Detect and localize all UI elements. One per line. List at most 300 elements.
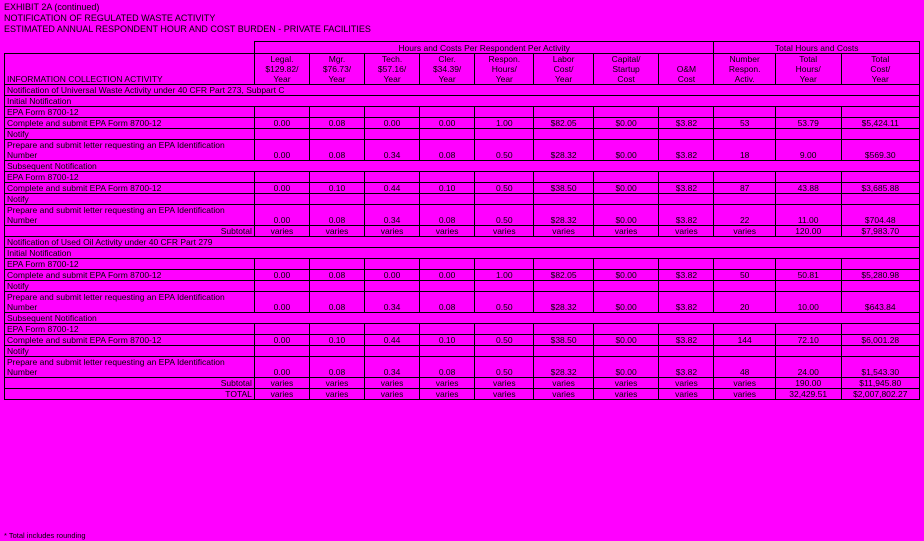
group-header-total: Total Hours and Costs	[714, 42, 920, 54]
cell-clerical	[420, 194, 475, 205]
cell-legal	[254, 324, 309, 335]
col-header-manager-l3: Year	[328, 74, 346, 84]
activity-label: Notify	[5, 194, 255, 205]
cell-technical: 0.00	[365, 270, 420, 281]
col-header-legal	[254, 54, 309, 85]
col-header-labor-cost-l2: Cost/	[553, 64, 574, 74]
cell-number-respondents: 144	[714, 335, 775, 346]
cell-legal	[254, 346, 309, 357]
cell-number-respondents	[714, 324, 775, 335]
cell-labor-cost	[534, 324, 593, 335]
col-header-number-respondents-l3: Activ.	[734, 74, 755, 84]
cell-om-cost: $3.82	[659, 118, 714, 129]
col-header-response-hours	[475, 54, 534, 85]
cell-legal: 0.00	[254, 205, 309, 226]
subsection-title-subsequent-notification-2: Subsequent Notification	[5, 313, 920, 324]
cell-capital-startup: varies	[593, 226, 659, 237]
col-header-total-hours	[775, 54, 841, 85]
cell-capital-startup: $0.00	[593, 292, 659, 313]
cell-capital-startup: $0.00	[593, 118, 659, 129]
cell-capital-startup: varies	[593, 389, 659, 400]
cell-legal: varies	[254, 389, 309, 400]
cell-response-hours: 0.50	[475, 357, 534, 378]
cell-total-hours: 10.00	[775, 292, 841, 313]
table-row	[5, 335, 920, 346]
cell-labor-cost: varies	[534, 226, 593, 237]
cell-clerical	[420, 107, 475, 118]
table-row	[5, 281, 920, 292]
cell-manager	[309, 107, 364, 118]
cell-clerical: 0.10	[420, 335, 475, 346]
cell-labor-cost	[534, 172, 593, 183]
cell-clerical	[420, 346, 475, 357]
cell-labor-cost	[534, 346, 593, 357]
table-section-row	[5, 85, 920, 96]
cell-total-hours	[775, 107, 841, 118]
activity-label: Complete and submit EPA Form 8700-12	[5, 118, 255, 129]
subtotal-label: Subtotal	[5, 226, 255, 237]
cell-total-cost: $11,945.80	[841, 378, 919, 389]
grand-total-label: TOTAL	[5, 389, 255, 400]
cell-labor-cost: $28.32	[534, 357, 593, 378]
activity-label: Notify	[5, 346, 255, 357]
table-subsection-row	[5, 161, 920, 172]
cell-total-hours: 11.00	[775, 205, 841, 226]
cell-number-respondents: varies	[714, 226, 775, 237]
cell-response-hours	[475, 324, 534, 335]
cell-number-respondents	[714, 129, 775, 140]
cell-technical: varies	[365, 378, 420, 389]
activity-label: Complete and submit EPA Form 8700-12	[5, 183, 255, 194]
cell-response-hours	[475, 346, 534, 357]
table-subsection-row	[5, 313, 920, 324]
cell-capital-startup: $0.00	[593, 183, 659, 194]
table-row	[5, 183, 920, 194]
header-line-exhibit: EXHIBIT 2A (continued)	[4, 2, 100, 12]
group-header-hours-costs: Hours and Costs Per Respondent Per Activity	[254, 42, 714, 54]
cell-legal: varies	[254, 378, 309, 389]
cell-technical: 0.34	[365, 292, 420, 313]
cell-clerical	[420, 259, 475, 270]
cell-number-respondents: 53	[714, 118, 775, 129]
cell-legal: 0.00	[254, 357, 309, 378]
cell-manager	[309, 194, 364, 205]
cell-total-hours	[775, 129, 841, 140]
cell-manager	[309, 259, 364, 270]
col-header-om-cost	[659, 54, 714, 85]
cell-clerical	[420, 129, 475, 140]
table-subsection-row	[5, 248, 920, 259]
cell-labor-cost	[534, 107, 593, 118]
cell-labor-cost: $82.05	[534, 118, 593, 129]
cell-manager: 0.08	[309, 357, 364, 378]
cell-labor-cost: $28.32	[534, 140, 593, 161]
cell-clerical	[420, 281, 475, 292]
table-row	[5, 259, 920, 270]
cell-om-cost: varies	[659, 389, 714, 400]
cell-om-cost: $3.82	[659, 140, 714, 161]
cell-response-hours	[475, 129, 534, 140]
cell-technical: 0.34	[365, 140, 420, 161]
cell-response-hours: 0.50	[475, 140, 534, 161]
cell-technical	[365, 281, 420, 292]
col-header-clerical-l1: Cler.	[438, 54, 456, 64]
table-section-row	[5, 237, 920, 248]
cell-total-hours: 120.00	[775, 226, 841, 237]
cell-om-cost	[659, 324, 714, 335]
cell-capital-startup	[593, 281, 659, 292]
cell-number-respondents: 20	[714, 292, 775, 313]
col-header-activity: INFORMATION COLLECTION ACTIVITY	[5, 54, 255, 85]
activity-label: Notify	[5, 281, 255, 292]
col-header-legal-l2: $129.82/	[265, 64, 299, 74]
col-header-clerical-l2: $34.39/	[432, 64, 462, 74]
cell-labor-cost	[534, 129, 593, 140]
activity-label: EPA Form 8700-12	[5, 324, 255, 335]
cell-legal	[254, 107, 309, 118]
table-row	[5, 205, 920, 226]
activity-label: Complete and submit EPA Form 8700-12	[5, 335, 255, 346]
cell-total-cost: $5,280.98	[841, 270, 919, 281]
cell-total-cost: $704.48	[841, 205, 919, 226]
cell-total-hours	[775, 259, 841, 270]
cell-technical: 0.44	[365, 183, 420, 194]
cell-legal	[254, 129, 309, 140]
cell-total-cost: $2,007,802.27	[841, 389, 919, 400]
cell-total-hours: 72.10	[775, 335, 841, 346]
cell-technical: 0.44	[365, 335, 420, 346]
cell-total-cost	[841, 259, 919, 270]
cell-technical	[365, 259, 420, 270]
cell-total-cost	[841, 346, 919, 357]
cell-om-cost: varies	[659, 378, 714, 389]
cell-labor-cost: $28.32	[534, 205, 593, 226]
cell-manager: 0.08	[309, 205, 364, 226]
col-header-number-respondents-l2: Respon.	[728, 64, 761, 74]
cell-total-hours: 50.81	[775, 270, 841, 281]
cell-total-hours	[775, 194, 841, 205]
table-row	[5, 292, 920, 313]
table-row	[5, 107, 920, 118]
col-header-labor-cost-l3: Year	[555, 74, 573, 84]
cell-legal: 0.00	[254, 118, 309, 129]
cell-legal: 0.00	[254, 183, 309, 194]
col-header-number-respondents	[714, 54, 775, 85]
cell-capital-startup: varies	[593, 378, 659, 389]
cell-capital-startup	[593, 324, 659, 335]
cell-manager: 0.08	[309, 270, 364, 281]
cell-number-respondents: 18	[714, 140, 775, 161]
cell-total-cost: $643.84	[841, 292, 919, 313]
cell-number-respondents	[714, 194, 775, 205]
col-header-labor-cost-l1: Labor	[552, 54, 575, 64]
cell-total-cost: $3,685.88	[841, 183, 919, 194]
cell-response-hours: varies	[475, 226, 534, 237]
cell-clerical: 0.00	[420, 270, 475, 281]
cell-manager	[309, 324, 364, 335]
cell-clerical	[420, 172, 475, 183]
cell-manager: 0.08	[309, 140, 364, 161]
cell-labor-cost: varies	[534, 389, 593, 400]
cell-manager: 0.08	[309, 118, 364, 129]
cell-clerical: 0.08	[420, 292, 475, 313]
table-row	[5, 324, 920, 335]
table-subtotal-row	[5, 378, 920, 389]
cell-manager: varies	[309, 226, 364, 237]
cell-legal: 0.00	[254, 292, 309, 313]
col-header-technical-l3: Year	[383, 74, 401, 84]
cell-capital-startup	[593, 259, 659, 270]
cell-om-cost	[659, 129, 714, 140]
cell-manager: varies	[309, 378, 364, 389]
cell-technical	[365, 107, 420, 118]
col-header-total-hours-l3: Year	[799, 74, 817, 84]
table-row	[5, 172, 920, 183]
col-header-number-respondents-l1: Number	[729, 54, 760, 64]
header-line-title: NOTIFICATION OF REGULATED WASTE ACTIVITY	[4, 13, 216, 23]
cell-legal	[254, 194, 309, 205]
table-group-header-row	[5, 42, 920, 54]
cell-labor-cost	[534, 194, 593, 205]
cell-technical: 0.34	[365, 205, 420, 226]
cell-total-cost	[841, 324, 919, 335]
activity-label: EPA Form 8700-12	[5, 107, 255, 118]
col-header-technical	[365, 54, 420, 85]
cell-manager	[309, 281, 364, 292]
col-header-legal-l1: Legal.	[270, 54, 294, 64]
cell-total-cost: $5,424.11	[841, 118, 919, 129]
cell-response-hours: varies	[475, 378, 534, 389]
cell-technical: 0.34	[365, 357, 420, 378]
cell-capital-startup	[593, 194, 659, 205]
table-column-header-row	[5, 54, 920, 85]
cell-om-cost: $3.82	[659, 205, 714, 226]
cell-response-hours	[475, 259, 534, 270]
cell-om-cost: $3.82	[659, 270, 714, 281]
cell-number-respondents: 48	[714, 357, 775, 378]
cell-total-cost	[841, 281, 919, 292]
table-row	[5, 346, 920, 357]
cell-om-cost	[659, 259, 714, 270]
col-header-capital-startup	[593, 54, 659, 85]
col-header-legal-l3: Year	[273, 74, 291, 84]
activity-label: Notify	[5, 129, 255, 140]
cell-response-hours	[475, 194, 534, 205]
cell-om-cost: varies	[659, 226, 714, 237]
activity-label: Prepare and submit letter requesting an EPA Identification Number	[5, 357, 255, 378]
cell-legal	[254, 172, 309, 183]
cell-labor-cost: $28.32	[534, 292, 593, 313]
cell-manager	[309, 172, 364, 183]
subsection-title-initial-notification-1: Initial Notification	[5, 96, 920, 107]
cell-number-respondents	[714, 107, 775, 118]
col-header-manager-l1: Mgr.	[328, 54, 346, 64]
cell-response-hours	[475, 281, 534, 292]
cell-technical	[365, 324, 420, 335]
cell-om-cost: $3.82	[659, 292, 714, 313]
cell-response-hours: 1.00	[475, 270, 534, 281]
activity-label: Complete and submit EPA Form 8700-12	[5, 270, 255, 281]
header-line-subtitle: ESTIMATED ANNUAL RESPONDENT HOUR AND COST BURDEN - PRIVATE FACILITIES	[4, 24, 371, 34]
cell-response-hours	[475, 172, 534, 183]
cell-total-hours	[775, 172, 841, 183]
cell-number-respondents	[714, 259, 775, 270]
cell-total-cost	[841, 107, 919, 118]
cell-total-hours	[775, 346, 841, 357]
cell-total-cost: $1,543.30	[841, 357, 919, 378]
cell-labor-cost: varies	[534, 378, 593, 389]
activity-label: EPA Form 8700-12	[5, 259, 255, 270]
section-title-used-oil: Notification of Used Oil Activity under 40 CFR Part 279	[5, 237, 920, 248]
cell-legal: 0.00	[254, 335, 309, 346]
col-header-total-cost-l3: Year	[871, 74, 889, 84]
col-header-total-hours-l1: Total	[799, 54, 818, 64]
col-header-capital-startup-l2: Startup	[612, 64, 640, 74]
cell-technical	[365, 172, 420, 183]
cell-technical	[365, 129, 420, 140]
burden-table	[4, 41, 920, 400]
col-header-technical-l2: $57.16/	[377, 64, 407, 74]
cell-total-hours	[775, 281, 841, 292]
cell-clerical: 0.00	[420, 118, 475, 129]
cell-manager	[309, 346, 364, 357]
col-header-total-cost	[841, 54, 919, 85]
cell-labor-cost	[534, 259, 593, 270]
cell-total-cost	[841, 194, 919, 205]
cell-labor-cost: $38.50	[534, 183, 593, 194]
cell-labor-cost: $82.05	[534, 270, 593, 281]
cell-clerical: varies	[420, 389, 475, 400]
subsection-title-subsequent-notification-1: Subsequent Notification	[5, 161, 920, 172]
table-row	[5, 118, 920, 129]
cell-clerical: varies	[420, 226, 475, 237]
table-row	[5, 270, 920, 281]
cell-total-cost: $7,983.70	[841, 226, 919, 237]
cell-response-hours	[475, 107, 534, 118]
cell-response-hours: 0.50	[475, 292, 534, 313]
col-header-response-hours-l2: Hours/	[491, 64, 517, 74]
cell-om-cost	[659, 172, 714, 183]
table-grand-total-row	[5, 389, 920, 400]
cell-capital-startup: $0.00	[593, 140, 659, 161]
cell-number-respondents: varies	[714, 389, 775, 400]
col-header-manager	[309, 54, 364, 85]
cell-om-cost: $3.82	[659, 335, 714, 346]
col-header-om-cost-l2: Cost	[677, 74, 696, 84]
cell-om-cost	[659, 107, 714, 118]
cell-clerical: 0.08	[420, 205, 475, 226]
cell-total-hours: 43.88	[775, 183, 841, 194]
cell-om-cost	[659, 194, 714, 205]
cell-clerical: 0.08	[420, 357, 475, 378]
cell-clerical: 0.10	[420, 183, 475, 194]
document-header	[0, 0, 924, 35]
cell-number-respondents	[714, 172, 775, 183]
cell-legal	[254, 281, 309, 292]
cell-clerical: varies	[420, 378, 475, 389]
table-subtotal-row	[5, 226, 920, 237]
cell-om-cost	[659, 346, 714, 357]
cell-technical	[365, 194, 420, 205]
subsection-title-initial-notification-2: Initial Notification	[5, 248, 920, 259]
cell-technical: varies	[365, 226, 420, 237]
table-subsection-row	[5, 96, 920, 107]
cell-om-cost: $3.82	[659, 357, 714, 378]
cell-om-cost: $3.82	[659, 183, 714, 194]
cell-capital-startup	[593, 172, 659, 183]
cell-labor-cost: $38.50	[534, 335, 593, 346]
col-header-capital-startup-l1: Capital/	[611, 54, 641, 64]
cell-labor-cost	[534, 281, 593, 292]
cell-manager: 0.10	[309, 335, 364, 346]
cell-response-hours: 0.50	[475, 205, 534, 226]
cell-total-hours: 190.00	[775, 378, 841, 389]
table-row	[5, 194, 920, 205]
col-header-capital-startup-l3: Cost	[617, 74, 635, 84]
cell-number-respondents: 87	[714, 183, 775, 194]
cell-number-respondents: 50	[714, 270, 775, 281]
cell-legal: varies	[254, 226, 309, 237]
cell-manager	[309, 129, 364, 140]
cell-total-cost	[841, 172, 919, 183]
cell-total-hours	[775, 324, 841, 335]
table-row	[5, 140, 920, 161]
cell-total-hours: 24.00	[775, 357, 841, 378]
cell-response-hours: 1.00	[475, 118, 534, 129]
col-header-total-cost-l2: Cost/	[870, 64, 891, 74]
cell-clerical: 0.08	[420, 140, 475, 161]
cell-total-hours: 53.79	[775, 118, 841, 129]
cell-response-hours: 0.50	[475, 183, 534, 194]
col-header-labor-cost	[534, 54, 593, 85]
activity-label: Prepare and submit letter requesting an EPA Identification Number	[5, 292, 255, 313]
cell-technical: 0.00	[365, 118, 420, 129]
cell-om-cost	[659, 281, 714, 292]
col-header-response-hours-l1: Respon.	[488, 54, 521, 64]
table-row	[5, 357, 920, 378]
activity-label: EPA Form 8700-12	[5, 172, 255, 183]
cell-legal: 0.00	[254, 270, 309, 281]
activity-label: Prepare and submit letter requesting an EPA Identification Number	[5, 205, 255, 226]
cell-total-cost	[841, 129, 919, 140]
col-header-om-cost-l1: O&M	[676, 64, 697, 74]
cell-capital-startup	[593, 107, 659, 118]
col-header-technical-l1: Tech.	[381, 54, 403, 64]
subtotal-label: Subtotal	[5, 378, 255, 389]
col-header-clerical-l3: Year	[438, 74, 456, 84]
cell-total-hours: 32,429.51	[775, 389, 841, 400]
cell-capital-startup: $0.00	[593, 270, 659, 281]
col-header-manager-l2: $76.73/	[322, 64, 352, 74]
cell-legal	[254, 259, 309, 270]
col-header-clerical	[420, 54, 475, 85]
cell-capital-startup: $0.00	[593, 357, 659, 378]
col-header-total-cost-l1: Total	[871, 54, 890, 64]
cell-total-hours: 9.00	[775, 140, 841, 161]
table-row	[5, 129, 920, 140]
cell-response-hours: varies	[475, 389, 534, 400]
cell-capital-startup: $0.00	[593, 335, 659, 346]
cell-clerical	[420, 324, 475, 335]
section-title-universal-waste: Notification of Universal Waste Activity under 40 CFR Part 273, Subpart C	[5, 85, 920, 96]
cell-capital-startup	[593, 129, 659, 140]
cell-legal: 0.00	[254, 140, 309, 161]
activity-label: Prepare and submit letter requesting an EPA Identification Number	[5, 140, 255, 161]
cell-capital-startup	[593, 346, 659, 357]
col-header-response-hours-l3: Year	[495, 74, 513, 84]
cell-capital-startup: $0.00	[593, 205, 659, 226]
cell-technical: varies	[365, 389, 420, 400]
